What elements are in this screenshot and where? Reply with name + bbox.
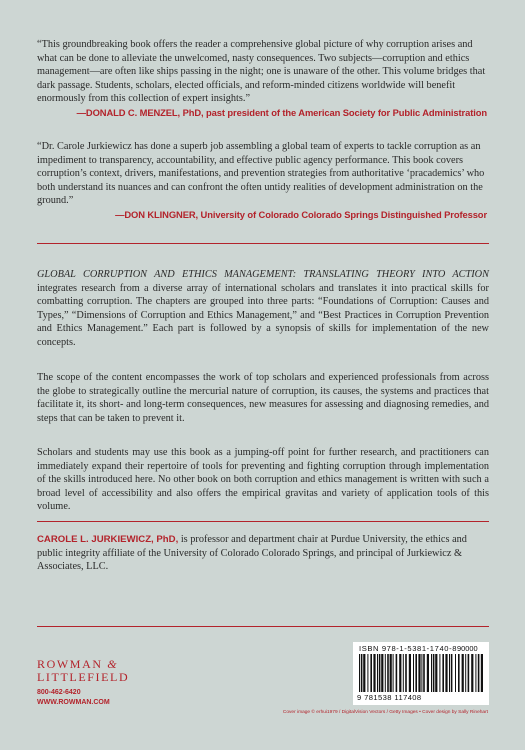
barcode-bar <box>387 654 389 692</box>
barcode-bar <box>462 654 464 692</box>
barcode-bar <box>396 654 398 692</box>
barcode-bar <box>445 654 447 692</box>
barcode-bar <box>475 654 476 692</box>
barcode-bar <box>481 654 483 692</box>
publisher-logo <box>37 658 129 684</box>
barcode-bar <box>451 654 453 692</box>
barcode-bar <box>363 654 365 692</box>
divider-bottom <box>37 626 489 627</box>
barcode-bar <box>385 654 386 692</box>
description-paragraph-3: Scholars and students may use this book as a jumping-off point for further research, and practitioners can immediately expand their repertoire of tools for preventing and fighting corruption through implementation of the skills introduced here. No other book on both corruption and ethics management is written with such a broad level of accessibility and also offers the empirical gravitas and variety of application tools of this volume. <box>37 447 489 513</box>
barcode-bar <box>468 654 470 692</box>
barcode-bar <box>377 654 378 692</box>
barcode-bar <box>403 654 404 692</box>
author-name: CAROLE L. JURKIEWICZ, PhD, <box>37 534 179 545</box>
barcode-bar <box>381 654 383 692</box>
barcode-bars <box>359 654 453 692</box>
description-paragraph-1-text: integrates research from a diverse array of international scholars and translates it into practical skills for combatting corruption. The chapters are grouped into three parts: “Foundations of Corruption: Causes and Types,” “Dimensions of Corruption and Ethics Management,” and “Best Practices in Corruption Prevention and Ethics Management.” Each part is followed by a synopsis of skills for implementation of the new concepts. <box>37 282 489 348</box>
barcode-bar <box>433 654 435 692</box>
barcode-number: 9 781538 117408 <box>357 693 422 702</box>
barcode-bar <box>442 654 444 692</box>
barcode-bar <box>439 654 440 692</box>
barcode-bar <box>409 654 411 692</box>
description-paragraph-1 <box>37 268 489 350</box>
publisher-phone: 800-462-6420 <box>37 689 81 696</box>
attribution-menzel: —DONALD C. MENZEL, PhD, past president of the American Society for Public Administration <box>76 107 487 118</box>
divider-middle <box>37 521 489 522</box>
barcode-bar <box>415 654 417 692</box>
barcode-bar <box>399 654 401 692</box>
barcode-bar <box>427 654 429 692</box>
author-bio <box>37 533 489 574</box>
publisher-contact <box>37 688 129 708</box>
barcode <box>353 642 489 705</box>
barcode-bar <box>413 654 414 692</box>
barcode-bar <box>455 654 456 692</box>
barcode-bar <box>359 654 360 692</box>
barcode-bar <box>465 654 466 692</box>
barcode-bar <box>405 654 407 692</box>
attribution-klingner: —DON KLINGNER, University of Colorado Colorado Springs Distinguished Professor <box>115 209 487 220</box>
barcode-bar <box>449 654 450 692</box>
barcode-bar <box>471 654 473 692</box>
publisher-logo-line1: ROWMAN <box>37 657 103 671</box>
barcode-bar <box>367 654 368 692</box>
blurb-menzel: “This groundbreaking book offers the reader a comprehensive global picture of why corruption arises and what can be done to alleviate the unwelcomed, nasty consequences. Two subjects—corruption and ethics management—are often like ships passing in the night; one is unaware of the other. This volume bridges that dark passage. Students, scholars, elected officials, and reform-minded citizens worldwide will benefit enormously from this collection of expert insights.” <box>37 39 486 105</box>
barcode-bar <box>361 654 363 692</box>
book-title: GLOBAL CORRUPTION AND ETHICS MANAGEMENT: TRANSLATING THEORY INTO ACTION <box>37 269 489 280</box>
publisher-block <box>37 658 129 708</box>
isbn-label: ISBN 978-1-5381-1740-8 <box>359 644 458 653</box>
cover-credits: Cover image © erhui1979 / DigitalVision Vectors / Getty Images • Cover design by Sally Rinehart <box>282 710 488 715</box>
barcode-bar <box>421 654 422 692</box>
barcode-bar <box>379 654 381 692</box>
description-paragraph-2: The scope of the content encompasses the work of top scholars and experienced professionals from across the globe to strategically outline the mercurial nature of corruption, its causes, the systems and practices that facilitate it, its short- and long-term consequences, new measures for assessing and diagnosing remedies, and steps that can be taken to prevent it. <box>37 372 489 424</box>
divider-top <box>37 243 489 244</box>
publisher-logo-line2: LITTLEFIELD <box>37 670 130 684</box>
barcode-bar <box>390 654 392 692</box>
blurb-klingner: “Dr. Carole Jurkiewicz has done a superb job assembling a global team of experts to tackle corruption as an impediment to transparency, accountability, and effective public agency performance. This book covers corruption’s context, drivers, manifestations, and prevention strategies from authoritative ‘pracademics’ who both understand its nuances and can confront the often untidy realities of development administration on the ground.” <box>37 141 485 207</box>
publisher-logo-amp: & <box>107 657 119 671</box>
barcode-bar <box>418 654 420 692</box>
price-barcode-bars <box>455 654 483 692</box>
barcode-bar <box>373 654 375 692</box>
barcode-bar <box>458 654 460 692</box>
barcode-bar <box>431 654 432 692</box>
price-code: 90000 <box>457 644 478 653</box>
author-bio-text: is professor and department chair at Purdue University, the ethics and public integrity affiliate of the University of Colorado Colorado Springs, and principal of Jurkiewicz & Associates, LLC. <box>37 534 467 573</box>
barcode-bar <box>423 654 425 692</box>
barcode-bar <box>393 654 394 692</box>
publisher-website[interactable]: WWW.ROWMAN.COM <box>37 699 110 706</box>
barcode-bar <box>435 654 437 692</box>
barcode-bar <box>478 654 480 692</box>
barcode-bar <box>370 654 372 692</box>
